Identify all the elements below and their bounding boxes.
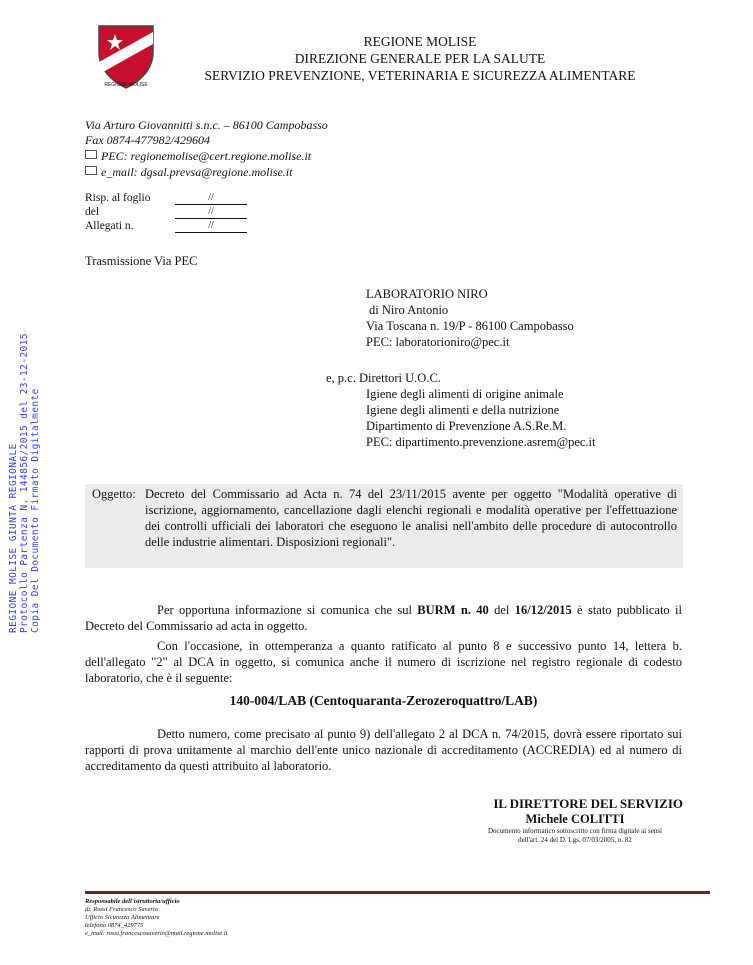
registration-code: 140-004/LAB (Centoquaranta-Zerozeroquattro/LAB) (229, 693, 538, 708)
stamp-line: Protocollo Partenza N. 144856/2015 del 23-12-2015 (19, 333, 30, 633)
subject-label: Oggetto: (92, 487, 136, 501)
reference-row (85, 191, 214, 205)
footer-line: telefono 0874_429775 (85, 922, 144, 929)
reference-row (85, 205, 214, 219)
body-paragraph-1 (85, 602, 682, 634)
body-paragraph-3: Detto numero, come precisato al punto 9) dell'allegato 2 al DCA n. 74/2015, dovrà essere riportato sui rapporti di prova unitamente al marchio dell'ente unico nazionale di accreditamento (ACCREDIA) ed al numero di accreditamento da questi attribuito al laboratorio. (85, 727, 682, 773)
cc-line: Dipartimento di Prevenzione A.S.Re.M. (366, 419, 567, 433)
body-paragraph-2: Con l'occasione, in ottemperanza a quanto ratificato al punto 8 e successivo punto 14, lettera b. dell'allegato "2" al DCA in oggetto, si comunica anche il numero di iscrizione nel registro regionale di codesto laboratorio, che è il seguente: (85, 639, 682, 685)
reference-label: Risp. al foglio (85, 192, 151, 204)
signature-name: Michele COLITTI (525, 812, 625, 826)
header-direction: DIREZIONE GENERALE PER LA SALUTE (294, 51, 546, 66)
signature-note-line: dell'art. 24 del D. Lgs. 07/03/2005, n. 82 (518, 836, 632, 844)
region-shield-icon (95, 22, 157, 90)
reference-value: // (175, 205, 247, 219)
footer-line: dr. Rossi Francesco Saverio (85, 906, 158, 913)
address-email-row (85, 165, 292, 179)
address-email: e_mail: dgsal.prevsa@regione.molise.it (101, 165, 293, 179)
cc-line: Igiene degli alimenti di origine animale (366, 387, 564, 401)
header-service: SERVIZIO PREVENZIONE, VETERINARIA E SICUREZZA ALIMENTARE (204, 68, 636, 83)
address-street: Via Arturo Giovannitti s.n.c. – 86100 Campobasso (85, 118, 328, 132)
cc-pec: PEC: dipartimento.prevenzione.asrem@pec.it (366, 435, 596, 449)
footer-line: Ufficio Sicurezza Alimentare (85, 914, 160, 921)
address-pec-row (85, 149, 311, 163)
reference-row (85, 219, 214, 233)
logo-caption: REGIONE MOLISE (104, 82, 148, 88)
footer-divider (85, 891, 710, 894)
body-text: Per opportuna informazione si comunica che sul (157, 603, 418, 617)
subject-box (85, 484, 683, 568)
protocol-stamp (8, 333, 41, 633)
recipient-address: Via Toscana n. 19/P - 86100 Campobasso (366, 319, 574, 333)
subject-text: Decreto del Commissario ad Acta n. 74 del 23/11/2015 avente per oggetto "Modalità operative di iscrizione, aggiornamento, cancellazione dagli elenchi regionali e modalità operative per l'effettuazione dei controlli ufficiali dei laboratori che eseguono le analisi nell'ambito delle procedure di autocontrollo delle industrie alimentari. Disposizioni regionali". (145, 487, 677, 549)
stamp-line: REGIONE MOLISE GIUNTA REGIONALE (8, 443, 19, 633)
cc-line: Igiene degli alimenti e della nutrizione (366, 403, 560, 417)
address-fax: Fax 0874-477982/429604 (85, 133, 210, 147)
address-pec: PEC: regionemolise@cert.regione.molise.it (101, 149, 312, 163)
footer-line: Responsabile dell'istruttoria/ufficio (85, 898, 180, 905)
transmission-note: Trasmissione Via PEC (85, 254, 198, 268)
body-text: è stato pubblicato il Decreto del Commissario ad acta in oggetto. (85, 603, 682, 633)
signature-note-line: Documento informatico sottoscritto con firma digitale ai sensi (488, 827, 662, 835)
envelope-icon (85, 150, 97, 159)
cc-label: e, p.c. Direttori U.O.C. (326, 371, 441, 385)
reference-value: // (175, 219, 247, 233)
recipient-name: LABORATORIO NIRO (366, 287, 488, 301)
reference-value: // (175, 191, 247, 205)
burm-date: 16/12/2015 (514, 603, 572, 617)
body-text: del (488, 603, 515, 617)
signature-note (440, 827, 710, 845)
footer-contact (85, 898, 228, 938)
region-logo (95, 22, 157, 90)
stamp-line: Copia Del Documento Firmato Digitalmente (30, 388, 41, 633)
header-region: REGIONE MOLISE (363, 34, 477, 49)
footer-line: e_mail: rossi.francescosaverio@mail.regione.molise.it (85, 930, 228, 937)
recipient-pec: PEC: laboratorioniro@pec.it (366, 335, 510, 349)
signature-title: IL DIRETTORE DEL SERVIZIO (493, 796, 683, 811)
burm-number: BURM n. 40 (417, 603, 489, 617)
reference-label: del (85, 206, 100, 218)
recipient-owner: di Niro Antonio (369, 303, 449, 317)
reference-label: Allegati n. (85, 220, 134, 232)
envelope-icon (85, 166, 97, 175)
